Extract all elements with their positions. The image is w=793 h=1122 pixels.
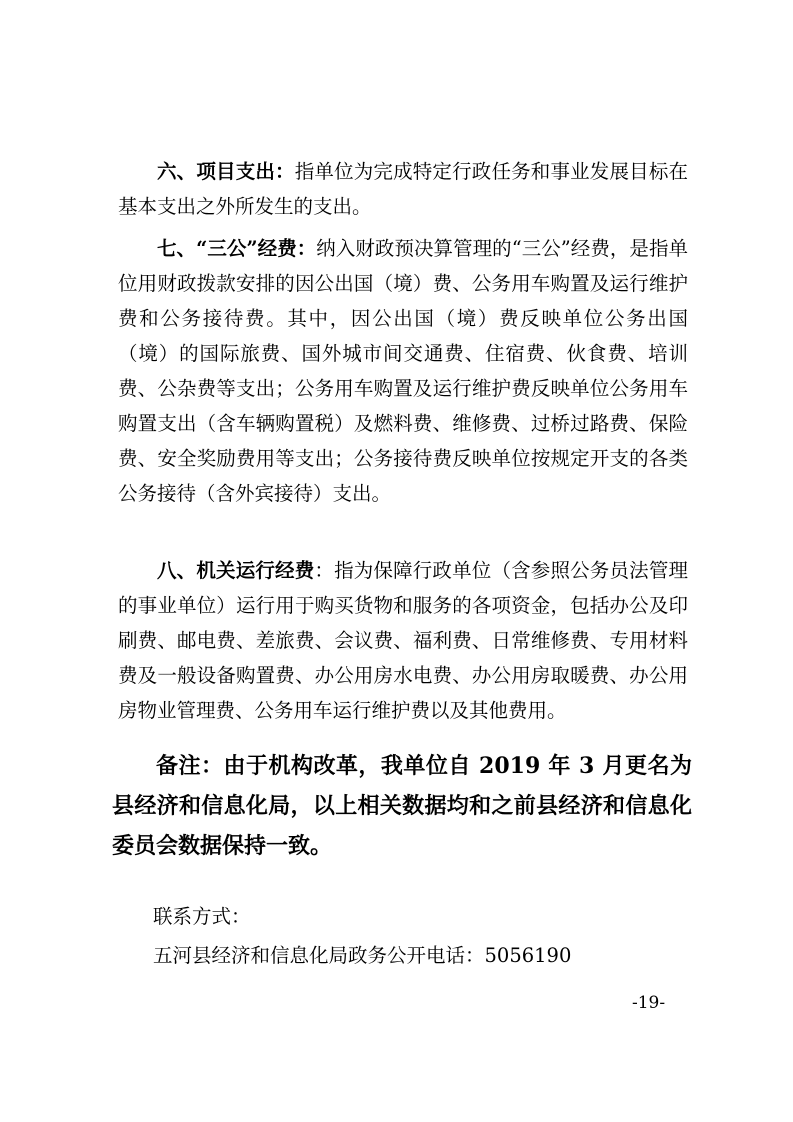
page-number: -19- <box>632 993 666 1013</box>
section-heading: 六、项目支出： <box>157 160 295 183</box>
section-three-public-expenses <box>118 231 688 511</box>
section-heading: 八、机关运行经费 <box>157 559 315 582</box>
section-body: 纳入财政预决算管理的“三公”经费，是指单位用财政拨款安排的因公出国（境）费、公务用车购置及运行维护费和公务接待费。其中，因公出国（境）费反映单位公务出国（境）的国际旅费、国外城市间交通费、住宿费、伙食费、培训费、公杂费等支出；公务用车购置及运行维护费反映单位公务用车购置支出（含车辆购置税）及燃料费、维修费、过桥过路费、保险费、安全奖励费用等支出；公务接待费反映单位按规定开支的各类公务接待（含外宾接待）支出。 <box>118 237 688 505</box>
contact-label: 联系方式： <box>153 905 251 928</box>
section-project-expenditure <box>118 154 688 224</box>
section-heading: 七、“三公”经费： <box>157 237 317 260</box>
section-agency-operating-expenses <box>118 553 688 728</box>
section-body: 指单位为完成特定行政任务和事业发展目标在基本支出之外所发生的支出。 <box>118 160 688 218</box>
contact-phone: 五河县经济和信息化局政务公开电话：5056190 <box>153 944 572 967</box>
section-body: ：指为保障行政单位（含参照公务员法管理的事业单位）运行用于购买货物和服务的各项资金，包括办公及印刷费、邮电费、差旅费、会议费、福利费、日常维修费、专用材料费及一般设备购置费、办公用房水电费、办公用房取暖费、办公用房物业管理费、公务用车运行维护费以及其他费用。 <box>118 559 688 722</box>
remark-note: 备注：由于机构改革，我单位自 2019 年 3 月更名为县经济和信息化局，以上相关数据均和之前县经济和信息化委员会数据保持一致。 <box>112 753 692 859</box>
